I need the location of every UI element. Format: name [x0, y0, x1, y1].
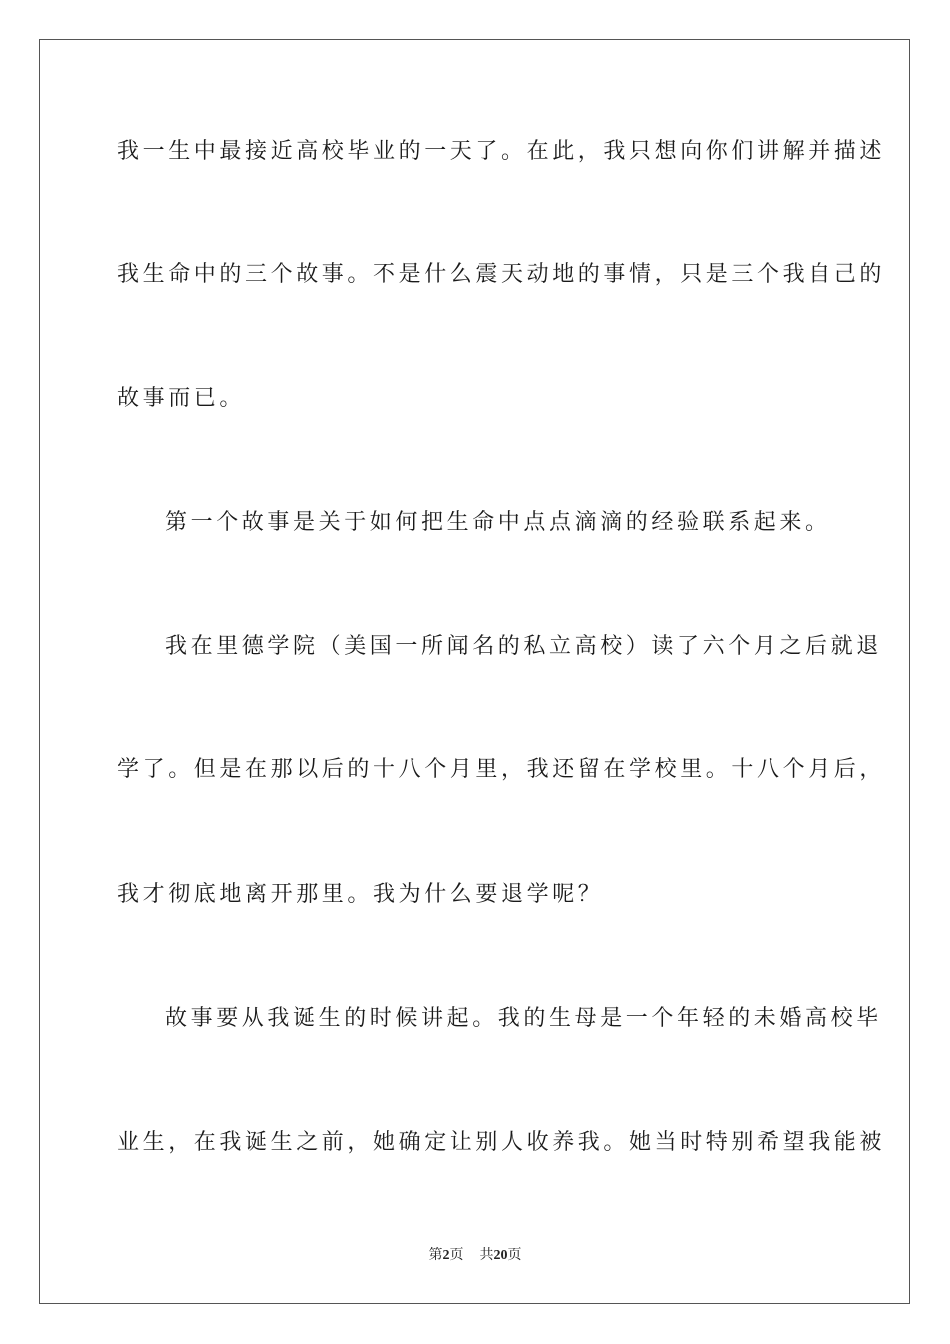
paragraph-first-story: 第一个故事是关于如何把生命中点点滴滴的经验联系起来。 [165, 510, 831, 535]
text-line-6: 学了。但是在那以后的十八个月里，我还留在学校里。十八个月后， [117, 757, 886, 782]
text-line-7: 我才彻底地离开那里。我为什么要退学呢？ [117, 882, 604, 907]
text-line-8: 故事要从我诞生的时候讲起。我的生母是一个年轻的未婚高校毕 [165, 1006, 882, 1031]
page-border [39, 39, 910, 1304]
page-indicator: 第2页 [428, 1247, 464, 1263]
total-page-number: 20 [493, 1248, 508, 1263]
current-page-number: 2 [442, 1248, 450, 1263]
text-line-1: 我一生中最接近高校毕业的一天了。在此，我只想向你们讲解并描述 [117, 139, 886, 164]
text-line-3: 故事而已。 [117, 386, 246, 411]
text-line-5: 我在里德学院（美国一所闻名的私立高校）读了六个月之后就退 [165, 634, 882, 659]
text-line-9: 业生，在我诞生之前，她确定让别人收养我。她当时特别希望我能被 [117, 1130, 886, 1155]
page-footer [0, 1246, 950, 1265]
total-pages-indicator: 共20页 [479, 1247, 522, 1263]
text-line-2: 我生命中的三个故事。不是什么震天动地的事情，只是三个我自己的 [117, 262, 886, 287]
